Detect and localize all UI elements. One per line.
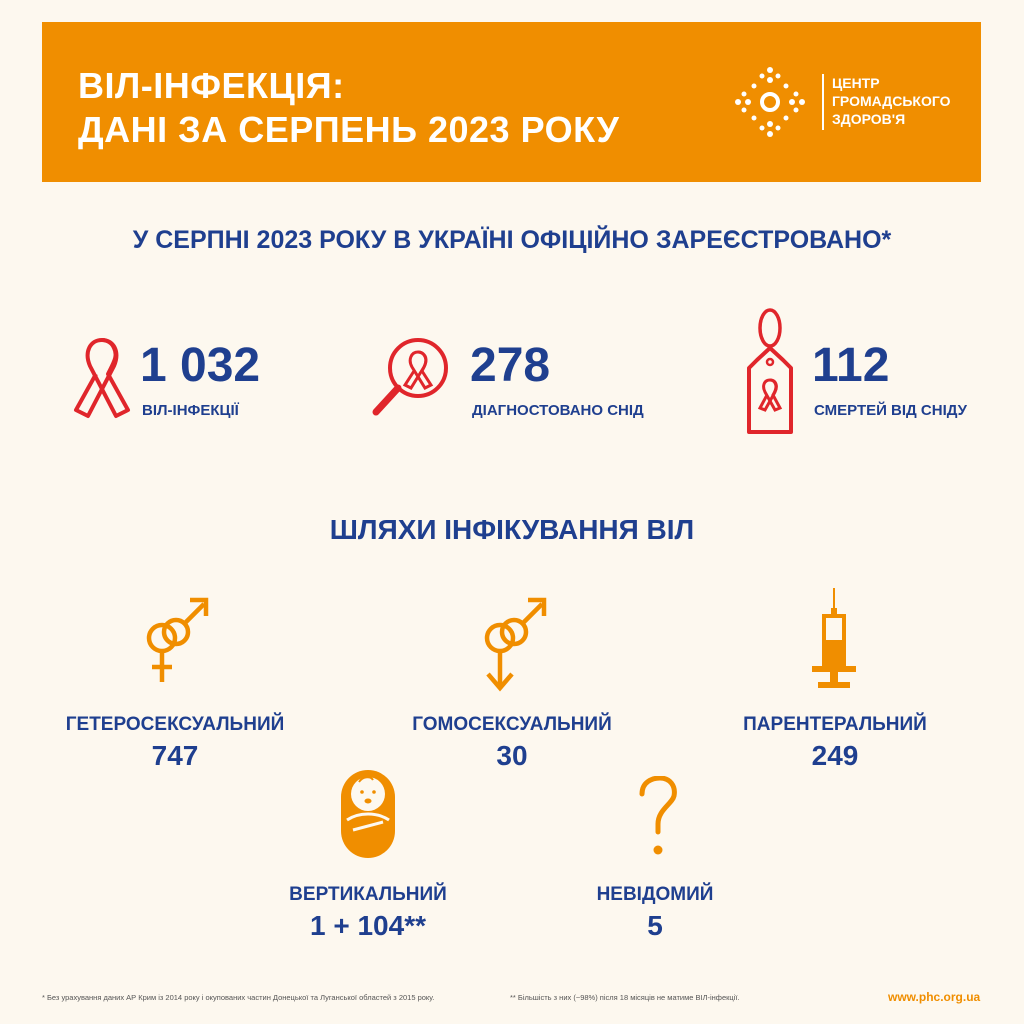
route-parenteral-value: 249 <box>811 740 859 771</box>
route-parenteral-label: ПАРЕНТЕРАЛЬНИЙ <box>743 714 927 735</box>
tag-ribbon-icon <box>745 308 795 436</box>
stat-hiv-value: 1 032 <box>140 339 261 392</box>
route-homosexual-label: ГОМОСЕКСУАЛЬНИЙ <box>412 714 612 735</box>
stat-hiv-label: ВІЛ-ІНФЕКЦІЇ <box>142 402 239 419</box>
registered-subtitle <box>0 226 1024 255</box>
stat-aids-label: ДІАГНОСТОВАНО СНІД <box>472 402 644 419</box>
magnifier-ribbon-icon <box>368 330 458 420</box>
route-unknown-label: НЕВІДОМИЙ <box>596 884 714 905</box>
title-line-1: ВІЛ-ІНФЕКЦІЯ: <box>78 65 345 106</box>
stat-aids-value: 278 <box>470 339 551 392</box>
route-unknown-value: 5 <box>647 910 663 941</box>
phc-logo <box>730 62 960 142</box>
hetero-symbol-icon <box>140 594 210 686</box>
route-heterosexual <box>40 714 310 772</box>
route-heterosexual-value: 747 <box>151 740 199 771</box>
website-link[interactable]: www.phc.org.ua <box>888 990 981 1004</box>
logo-text <box>832 74 951 128</box>
title-line-2: ДАНІ ЗА СЕРПЕНЬ 2023 РОКУ <box>78 109 620 150</box>
footnote-vertical: ** Більшість з них (~98%) після 18 місяців не матиме ВІЛ-інфекції. <box>510 993 740 1002</box>
header-banner <box>42 22 981 182</box>
syringe-icon <box>808 586 860 692</box>
route-homosexual <box>380 714 644 772</box>
logo-line-3: ЗДОРОВ'Я <box>832 111 906 127</box>
routes-title: ШЛЯХИ ІНФІКУВАННЯ ВІЛ <box>329 514 695 545</box>
route-vertical-value: 1 + 104** <box>310 910 426 941</box>
stat-deaths-label: СМЕРТЕЙ ВІД СНІДУ <box>814 402 967 419</box>
subtitle-prefix: У <box>132 226 156 254</box>
route-heterosexual-label: ГЕТЕРОСЕКСУАЛЬНИЙ <box>65 714 285 735</box>
stat-deaths-value: 112 <box>812 339 890 392</box>
subtitle-highlight: СЕРПНІ 2023 РОКУ <box>155 226 387 254</box>
phc-logo-icon <box>730 62 810 142</box>
route-homosexual-value: 30 <box>496 740 528 771</box>
route-parenteral <box>720 714 950 772</box>
page-title <box>78 64 619 152</box>
question-icon <box>636 776 680 858</box>
logo-line-2: ГРОМАДСЬКОГО <box>832 93 951 109</box>
ribbon-icon <box>62 330 142 425</box>
route-unknown <box>570 884 740 942</box>
route-vertical <box>260 884 476 942</box>
logo-divider <box>822 74 824 130</box>
route-vertical-label: ВЕРТИКАЛЬНИЙ <box>289 884 447 905</box>
baby-icon <box>339 768 397 860</box>
logo-line-1: ЦЕНТР <box>832 75 880 91</box>
subtitle-suffix: В УКРАЇНІ ОФІЦІЙНО ЗАРЕЄСТРОВАНО* <box>386 226 892 254</box>
footnote-crimea: * Без урахування даних АР Крим із 2014 року і окупованих частин Донецької та Луганської областей з 2015 року. <box>42 993 435 1002</box>
homo-symbol-icon <box>478 594 548 694</box>
